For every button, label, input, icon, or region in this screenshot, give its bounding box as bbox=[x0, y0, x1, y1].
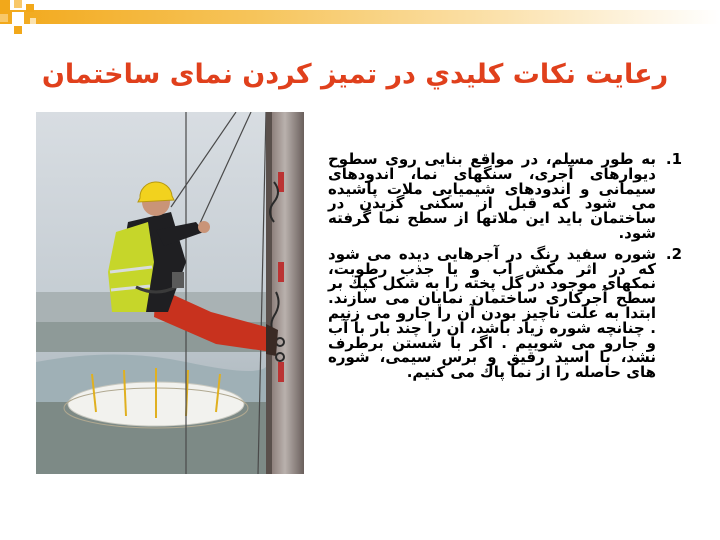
deco-square bbox=[14, 26, 22, 34]
list-item-number: 2. bbox=[665, 244, 682, 263]
list-item-text: شوره سفيد رنگ در آجرهايى ديده مى شود كه در اثر مكش آب و يا جذب رطوبت، نمكهاى موجود در گل پخته را به شكل كپك بر سطح آجركارى ساختمان نمايان مى سازند. ابتدا به علت ناچيز بودن آن را جارو مى زنيم . چنانچه شوره زياد باشد، آن را چند بار با آب و جارو مى شوييم . اگر با شستن برطرف نشد، با اسيد رقيق و برس سيمى، شوره هاى حاصله را از نما پاك مى كنيم. bbox=[328, 244, 656, 382]
deco-square bbox=[12, 12, 24, 24]
tips-list bbox=[328, 152, 682, 386]
slide-title: رعايت نكات كليدي در تميز كردن نماى ساختمان bbox=[41, 59, 669, 90]
top-decoration-bar bbox=[0, 0, 720, 36]
top-gradient-stripe bbox=[0, 10, 720, 24]
deco-square bbox=[30, 18, 36, 24]
list-item bbox=[328, 244, 682, 382]
deco-square bbox=[0, 14, 8, 22]
list-item-text: به طور مسلم، در مواقع بنايى روى سطوح ديوارهاى آجرى، سنگهاى نما، اندودهاى سيمانى و اندودهاى شيميايى ملات پاشيده مى شود كه قبل از سكنى گزيدن در ساختمان بايد اين ملاتها از سطح نما گرفته شود. bbox=[328, 150, 656, 242]
list-item-number: 1. bbox=[665, 150, 682, 168]
deco-square bbox=[0, 0, 10, 10]
window-cleaner-photo bbox=[36, 112, 304, 474]
deco-square bbox=[26, 4, 34, 12]
list-item bbox=[328, 152, 682, 241]
deco-square bbox=[14, 0, 22, 8]
